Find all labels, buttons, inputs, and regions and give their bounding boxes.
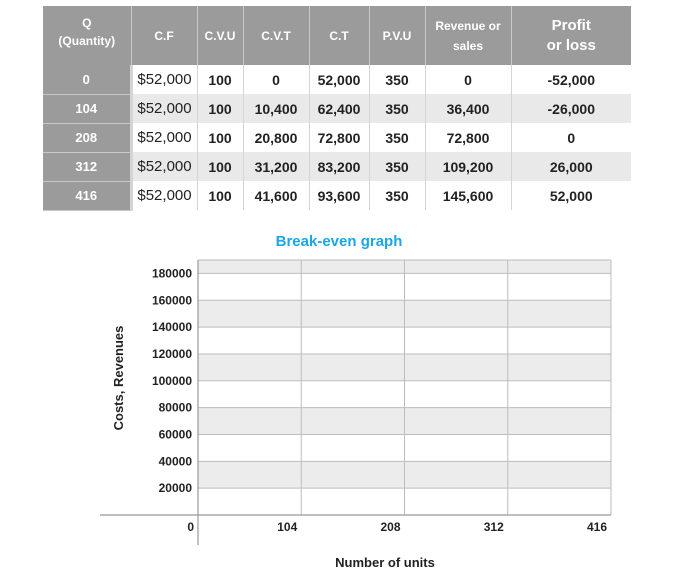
cell-cvu: 100 bbox=[197, 65, 243, 94]
cell-cvt: 0 bbox=[243, 65, 309, 94]
cell-pvu: 350 bbox=[369, 181, 425, 210]
cell-revenue: 109,200 bbox=[425, 152, 511, 181]
cell-ct: 72,800 bbox=[309, 123, 369, 152]
cell-ct: 93,600 bbox=[309, 181, 369, 210]
cell-cvu: 100 bbox=[197, 123, 243, 152]
cell-ct: 62,400 bbox=[309, 94, 369, 123]
header-revenue-line1: Revenue or bbox=[435, 18, 501, 33]
x-axis-title: Number of units bbox=[335, 555, 435, 570]
cell-cf: $52,000 bbox=[131, 123, 197, 152]
y-tick-label: 120000 bbox=[151, 346, 192, 361]
x-tick-label: 104 bbox=[277, 520, 298, 534]
cell-cvu: 100 bbox=[197, 94, 243, 123]
cell-cf: $52,000 bbox=[131, 181, 197, 210]
cell-q: 416 bbox=[43, 181, 131, 210]
y-tick-label: 140000 bbox=[151, 320, 192, 335]
cell-cvt: 31,200 bbox=[243, 152, 309, 181]
y-tick-label: 160000 bbox=[151, 293, 192, 308]
header-quantity-label: (Quantity) bbox=[58, 33, 116, 48]
cell-q: 208 bbox=[43, 123, 131, 152]
chart-title: Break-even graph bbox=[275, 233, 403, 250]
cell-profit: -52,000 bbox=[511, 65, 631, 94]
cell-pvu: 350 bbox=[369, 152, 425, 181]
x-tick-label: 312 bbox=[483, 520, 504, 534]
cell-pvu: 350 bbox=[369, 65, 425, 94]
cell-cvu: 100 bbox=[197, 152, 243, 181]
cell-pvu: 350 bbox=[369, 123, 425, 152]
cell-profit: 52,000 bbox=[511, 181, 631, 210]
cell-cf: $52,000 bbox=[131, 152, 197, 181]
header-cvt: C.V.T bbox=[243, 6, 309, 65]
cell-revenue: 72,800 bbox=[425, 123, 511, 152]
cell-cvt: 20,800 bbox=[243, 123, 309, 152]
y-tick-label: 180000 bbox=[151, 266, 192, 281]
cell-cvt: 41,600 bbox=[243, 181, 309, 210]
y-axis-title: Costs, Revenues bbox=[111, 325, 126, 431]
header-pvu: P.V.U bbox=[369, 6, 425, 65]
cell-profit: -26,000 bbox=[511, 94, 631, 123]
header-ct: C.T bbox=[309, 6, 369, 65]
cell-profit: 0 bbox=[511, 123, 631, 152]
cell-q: 104 bbox=[43, 94, 131, 123]
cell-ct: 52,000 bbox=[309, 65, 369, 94]
cell-pvu: 350 bbox=[369, 94, 425, 123]
y-tick-label: 20000 bbox=[158, 481, 192, 496]
y-tick-label: 40000 bbox=[158, 454, 192, 469]
cell-cf: $52,000 bbox=[131, 94, 197, 123]
header-profit-line2: or loss bbox=[546, 36, 596, 54]
x-tick-label: 208 bbox=[380, 520, 401, 534]
y-tick-label: 100000 bbox=[151, 373, 192, 388]
cell-q: 0 bbox=[43, 65, 131, 94]
y-tick-label: 80000 bbox=[158, 400, 192, 415]
header-q-label: Q bbox=[82, 15, 92, 30]
header-cf: C.F bbox=[131, 6, 197, 65]
cell-cvt: 10,400 bbox=[243, 94, 309, 123]
header-revenue-line2: sales bbox=[452, 38, 484, 53]
cell-revenue: 36,400 bbox=[425, 94, 511, 123]
cell-cf: $52,000 bbox=[131, 65, 197, 94]
cell-revenue: 0 bbox=[425, 65, 511, 94]
cell-q: 312 bbox=[43, 152, 131, 181]
x-tick-label: 0 bbox=[187, 520, 194, 534]
cell-revenue: 145,600 bbox=[425, 181, 511, 210]
cell-ct: 83,200 bbox=[309, 152, 369, 181]
y-tick-label: 60000 bbox=[158, 427, 192, 442]
header-cvu: C.V.U bbox=[197, 6, 243, 65]
header-profit-line1: Profit bbox=[551, 16, 591, 34]
cell-profit: 26,000 bbox=[511, 152, 631, 181]
x-tick-label: 416 bbox=[586, 520, 607, 534]
cell-cvu: 100 bbox=[197, 181, 243, 210]
